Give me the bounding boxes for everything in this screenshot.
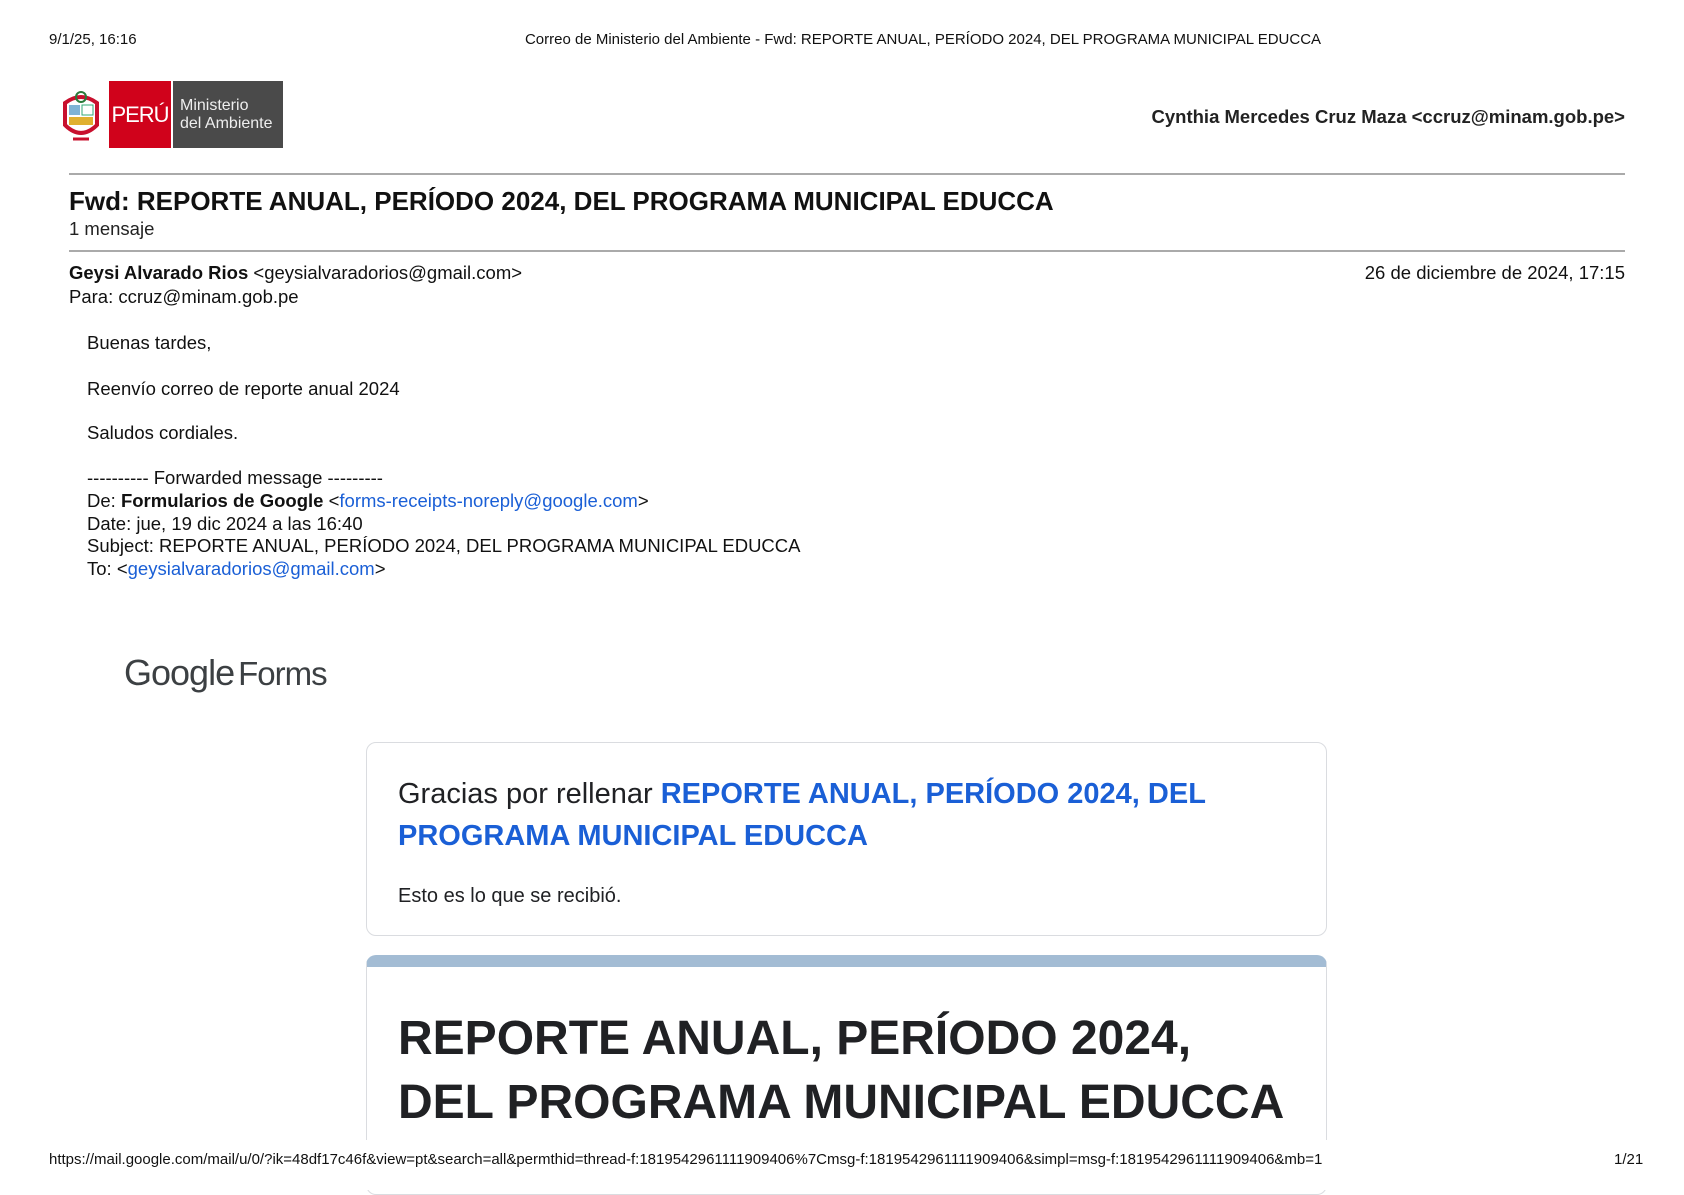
account-name: Cynthia Mercedes Cruz Maza <ccruz@minam.gob.pe> (1151, 106, 1625, 127)
form-title: REPORTE ANUAL, PERÍODO 2024, DEL PROGRAMA MUNICIPAL EDUCCA (398, 1012, 1285, 1129)
message-date: 26 de diciembre de 2024, 17:15 (1364, 262, 1625, 283)
thanks-text (398, 773, 1295, 857)
forward-subject: Subject: REPORTE ANUAL, PERÍODO 2024, DEL PROGRAMA MUNICIPAL EDUCCA (87, 535, 801, 556)
sender-email: <geysialvaradorios@gmail.com> (253, 262, 523, 283)
closing: Saludos cordiales. (87, 422, 239, 443)
ministry-name (171, 81, 283, 148)
thanks-prefix: Gracias por rellenar (398, 778, 661, 810)
brand-forms: Forms (238, 655, 327, 692)
from-label: De: (87, 490, 116, 511)
ministry-logo (59, 81, 283, 148)
print-url: https://mail.google.com/mail/u/0/?ik=48df17c46f&view=pt&search=all&permthid=thread-f:1819542961111909406%7Cmsg-f:1819542961111909406&simpl=msg-f:1819542961111909406&mb=1 (49, 1151, 1323, 1168)
to-label: To: (87, 558, 112, 579)
forward-from: De: Formularios de Google <forms-receipts-noreply@google.com> (87, 490, 649, 511)
ministry-line1: Ministerio (180, 96, 249, 114)
to-email-link[interactable]: geysialvaradorios@gmail.com (127, 558, 375, 579)
ministry-line2: del Ambiente (180, 114, 273, 132)
message-count: 1 mensaje (69, 218, 155, 239)
divider (69, 173, 1625, 175)
body-line: Reenvío correo de reporte anual 2024 (87, 378, 400, 399)
sender (69, 262, 522, 284)
greeting: Buenas tardes, (87, 332, 212, 353)
print-title: Correo de Ministerio del Ambiente - Fwd: REPORTE ANUAL, PERÍODO 2024, DEL PROGRAMA MUNICIPAL EDUCCA (524, 31, 1322, 48)
received-text: Esto es lo que se recibió. (398, 885, 622, 907)
form-title-link[interactable]: REPORTE ANUAL, PERÍODO 2024, DEL PROGRAMA MUNICIPAL EDUCCA (398, 778, 1206, 852)
recipient: Para: ccruz@minam.gob.pe (69, 286, 299, 307)
forward-separator: ---------- Forwarded message --------- (87, 467, 383, 488)
sender-name: Geysi Alvarado Rios (69, 262, 249, 283)
forward-to: To: <geysialvaradorios@gmail.com> (87, 558, 386, 579)
divider (69, 250, 1625, 252)
print-datetime: 9/1/25, 16:16 (49, 31, 137, 48)
from-email-link[interactable]: forms-receipts-noreply@google.com (339, 490, 638, 511)
page-number: 1/21 (1614, 1151, 1644, 1168)
thread-subject: Fwd: REPORTE ANUAL, PERÍODO 2024, DEL PROGRAMA MUNICIPAL EDUCCA (69, 186, 1054, 216)
from-name: Formularios de Google (120, 490, 324, 511)
coat-of-arms-icon (59, 81, 103, 148)
forward-date: Date: jue, 19 dic 2024 a las 16:40 (87, 513, 363, 534)
brand-google: Google (124, 652, 235, 693)
google-forms-logo (124, 652, 327, 694)
confirmation-card (366, 742, 1327, 936)
peru-label: PERÚ (109, 81, 171, 148)
